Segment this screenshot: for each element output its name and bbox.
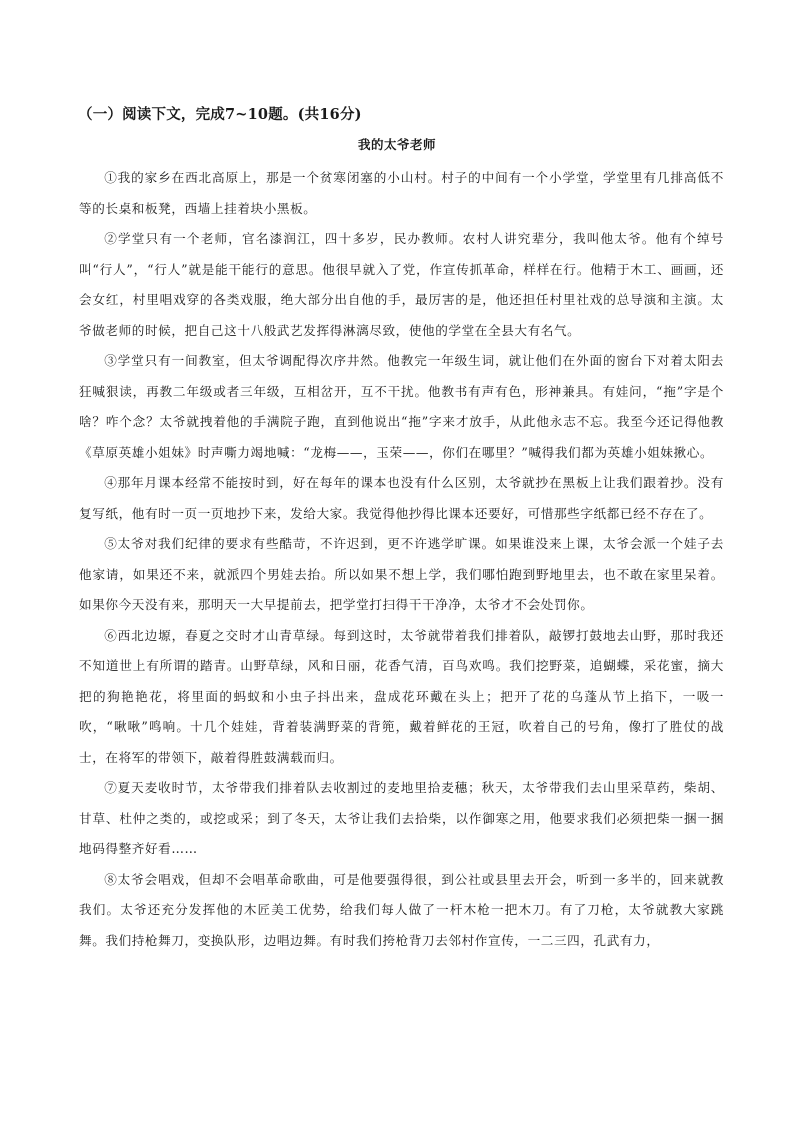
paragraph-5: ⑤太爷对我们纪律的要求有些酷苛，不许迟到，更不许逃学旷课。如果谁没来上课，太爷会派一个娃子去他家请，如果还不来，就派四个男娃去抬。所以如果不想上学，我们哪怕跑到野地里去，也不敢在家里呆着。如果你今天没有来，那明天一大早提前去，把学堂打扫得干干净净，太爷才不会处罚你。 xyxy=(79,536,724,612)
paragraph-8: ⑧太爷会唱戏，但却不会唱革命歌曲，可是他要强得很，到公社或县里去开会，听到一多半的，回来就教我们。太爷还充分发挥他的木匠美工优势，给我们每人做了一杆木枪一把木刀。有了刀枪，太爷就教大家跳舞。我们持枪舞刀，变换队形，边唱边舞。有时我们挎枪背刀去邻村作宣传，一二三四，孔武有力， xyxy=(79,871,724,948)
article-body xyxy=(79,163,724,956)
paragraph-3: ③学堂只有一间教室，但太爷调配得次序井然。他教完一年级生词，就让他们在外面的窗台下对着太阳去狂喊狠读，再教二年级或者三年级，互相岔开，互不干扰。他教书有声有色，形神兼具。有娃问，“拖”字是个啥？咋个念？太爷就拽着他的手满院子跑，直到他说出“拖”字来才放手，从此他永志不忘。我至今还记得他教《草原英雄小姐妹》时声嘶力竭地喊：“龙梅——，玉荣——，你们在哪里？”喊得我们都为英雄小姐妹揪心。 xyxy=(79,353,724,460)
article-title: 我的太爷老师 xyxy=(357,137,436,152)
paragraph-4: ④那年月课本经常不能按时到，好在每年的课本也没有什么区别，太爷就抄在黑板上让我们跟着抄。没有复写纸，他有时一页一页地抄下来，发给大家。我觉得他抄得比课本还要好，可惜那些字纸都已经不存在了。 xyxy=(79,475,724,521)
paragraph-7: ⑦夏天麦收时节，太爷带我们排着队去收割过的麦地里拾麦穗；秋天，太爷带我们去山里采草药，柴胡、甘草、杜仲之类的，或挖或采；到了冬天，太爷让我们去拾柴，以作御寒之用，他要求我们必须把柴一捆一捆地码得整齐好看…… xyxy=(79,780,724,856)
paragraph-1: ①我的家乡在西北高原上，那是一个贫寒闭塞的小山村。村子的中间有一个小学堂，学堂里有几排高低不等的长桌和板凳，西墙上挂着块小黑板。 xyxy=(79,170,724,216)
paragraph-2: ②学堂只有一个老师，官名漆润江，四十多岁，民办教师。农村人讲究辈分，我叫他太爷。他有个绰号叫“行人”，“行人”就是能干能行的意思。他很早就入了党，作宣传抓革命，样样在行。他精于木工、画画，还会女红，村里唱戏穿的各类戏服，绝大部分出自他的手，最厉害的是，他还担任村里社戏的总导演和主演。太爷做老师的时候，把自己这十八般武艺发挥得淋漓尽致，使他的学堂在全县大有名气。 xyxy=(79,231,724,338)
paragraph-6: ⑥西北边塬，春夏之交时才山青草绿。每到这时，太爷就带着我们排着队，敲锣打鼓地去山野，那时我还不知道世上有所谓的踏青。山野草绿，风和日丽，花香气清，百鸟欢鸣。我们挖野菜，追蝴蝶，采花蜜，摘大把的狗艳艳花，将里面的蚂蚁和小虫子抖出来，盘成花环戴在头上；把开了花的乌蓬从节上掐下，一吸一吹，“啾啾”鸣响。十几个娃娃，背着装满野菜的背篼，戴着鲜花的王冠，吹着自己的号角，像打了胜仗的战士，在将军的带领下，敲着得胜鼓满载而归。 xyxy=(79,627,724,765)
section-heading: （一）阅读下文，完成7~10题。(共16分) xyxy=(78,106,362,123)
